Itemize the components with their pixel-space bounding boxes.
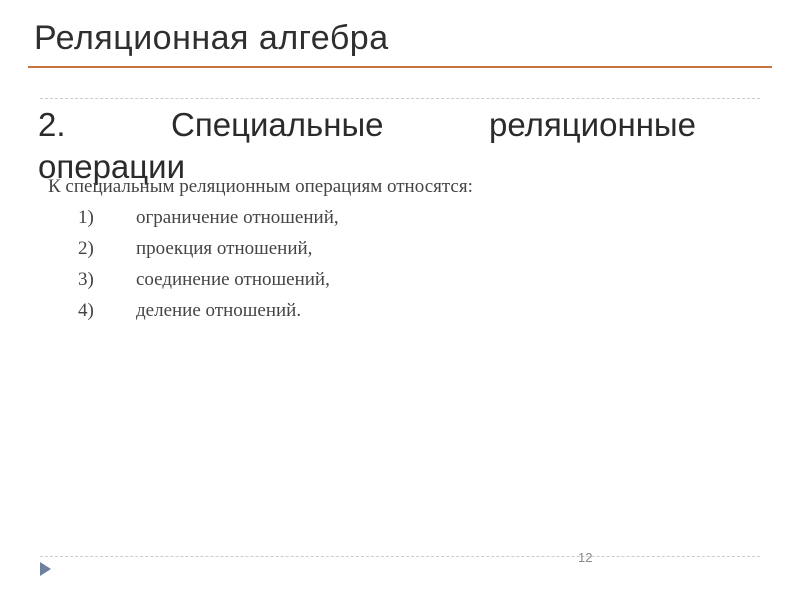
list-item	[78, 206, 339, 237]
play-arrow-icon	[40, 562, 51, 576]
list-item-number: 3)	[78, 269, 94, 290]
list-item-number: 4)	[78, 300, 94, 321]
dotted-divider-top	[40, 98, 760, 99]
list-item-text: проекция отношений,	[136, 238, 313, 259]
operations-list	[78, 206, 339, 330]
list-item-text: деление отношений.	[136, 300, 302, 321]
dotted-divider-bottom	[40, 556, 760, 557]
intro-text: К специальным реляционным операциям относятся:	[48, 176, 473, 197]
list-item-text: соединение отношений,	[136, 269, 330, 290]
slide-title: Реляционная алгебра	[34, 19, 389, 57]
section-heading-line1: 2. Специальные реляционные	[38, 106, 696, 143]
title-underline	[28, 66, 772, 68]
list-item-number: 1)	[78, 207, 94, 228]
list-item	[78, 237, 339, 268]
section-heading-line2: операции	[38, 148, 186, 185]
list-item	[78, 268, 339, 299]
page-number: 12	[578, 550, 593, 565]
list-item-text: ограничение отношений,	[136, 207, 339, 228]
list-item-number: 2)	[78, 238, 94, 259]
list-item	[78, 299, 339, 330]
